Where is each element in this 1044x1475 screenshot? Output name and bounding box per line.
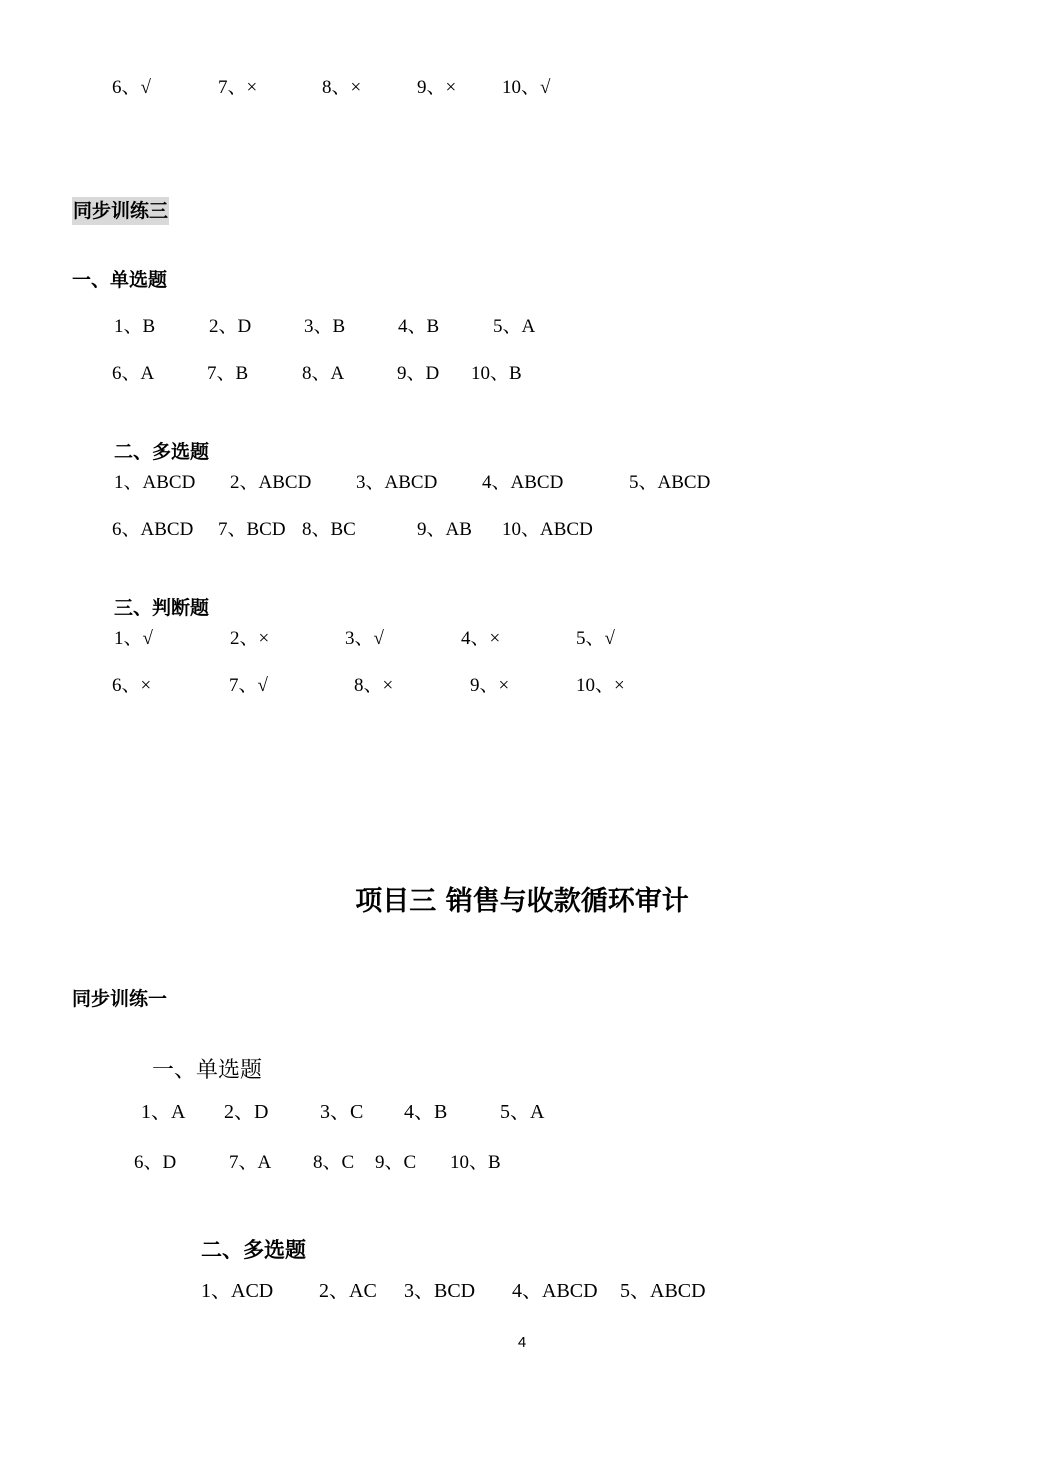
- subsection-heading-single-choice: 一、单选题: [72, 269, 168, 291]
- answer-item: 8、C: [313, 1152, 355, 1173]
- subsection-heading-single-choice: 一、单选题: [152, 1058, 263, 1083]
- answer-item: 1、B: [114, 316, 156, 337]
- answer-item: 4、B: [404, 1101, 448, 1123]
- subsection-heading-multiple-choice: 二、多选题: [201, 1238, 306, 1262]
- answer-item: 3、BCD: [404, 1280, 476, 1302]
- answer-item: 9、C: [375, 1152, 417, 1173]
- page-number: 4: [517, 1334, 527, 1351]
- answer-item: 8、BC: [302, 519, 356, 540]
- answer-item: 8、×: [354, 675, 394, 696]
- answer-item: 8、A: [302, 363, 345, 384]
- answer-item: 9、×: [417, 77, 457, 98]
- answer-item: 2、D: [224, 1101, 269, 1123]
- project-title: 项目三 销售与收款循环审计: [355, 886, 689, 917]
- answer-item: 10、B: [471, 363, 522, 384]
- answer-item: 2、AC: [319, 1280, 377, 1302]
- answer-item: 10、B: [450, 1152, 501, 1173]
- answer-item: 1、A: [141, 1101, 186, 1123]
- answer-item: 4、B: [398, 316, 440, 337]
- answer-item: 3、C: [320, 1101, 364, 1123]
- answer-item: 9、D: [397, 363, 440, 384]
- answer-item: 1、ACD: [201, 1280, 274, 1302]
- answer-item: 5、ABCD: [629, 472, 711, 493]
- subsection-heading-multiple-choice: 二、多选题: [114, 441, 210, 463]
- answer-item: 8、×: [322, 77, 362, 98]
- answer-item: 3、ABCD: [356, 472, 438, 493]
- answer-item: 2、×: [230, 628, 270, 649]
- answer-item: 4、ABCD: [512, 1280, 598, 1302]
- section-heading-drill-1: 同步训练一: [72, 988, 168, 1010]
- answer-item: 5、A: [493, 316, 536, 337]
- answer-item: 2、D: [209, 316, 252, 337]
- answer-item: 2、ABCD: [230, 472, 312, 493]
- answer-item: 10、ABCD: [502, 519, 593, 540]
- answer-item: 4、ABCD: [482, 472, 564, 493]
- answer-item: 6、A: [112, 363, 155, 384]
- answer-item: 10、√: [502, 77, 551, 98]
- answer-item: 7、A: [229, 1152, 272, 1173]
- answer-item: 5、ABCD: [620, 1280, 706, 1302]
- answer-item: 3、√: [345, 628, 384, 649]
- answer-item: 7、BCD: [218, 519, 286, 540]
- answer-item: 7、B: [207, 363, 249, 384]
- answer-item: 9、×: [470, 675, 510, 696]
- answer-item: 6、D: [134, 1152, 177, 1173]
- answer-item: 6、ABCD: [112, 519, 194, 540]
- section-heading-drill-3: 同步训练三: [72, 197, 169, 225]
- answer-item: 9、AB: [417, 519, 472, 540]
- answer-item: 1、ABCD: [114, 472, 196, 493]
- answer-item: 5、A: [500, 1101, 545, 1123]
- subsection-heading-true-false: 三、判断题: [114, 597, 210, 619]
- answer-item: 7、×: [218, 77, 258, 98]
- answer-item: 3、B: [304, 316, 346, 337]
- answer-item: 6、√: [112, 77, 151, 98]
- answer-item: 4、×: [461, 628, 501, 649]
- answer-item: 7、√: [229, 675, 268, 696]
- answer-item: 10、×: [576, 675, 625, 696]
- answer-item: 5、√: [576, 628, 615, 649]
- answer-item: 1、√: [114, 628, 153, 649]
- answer-item: 6、×: [112, 675, 152, 696]
